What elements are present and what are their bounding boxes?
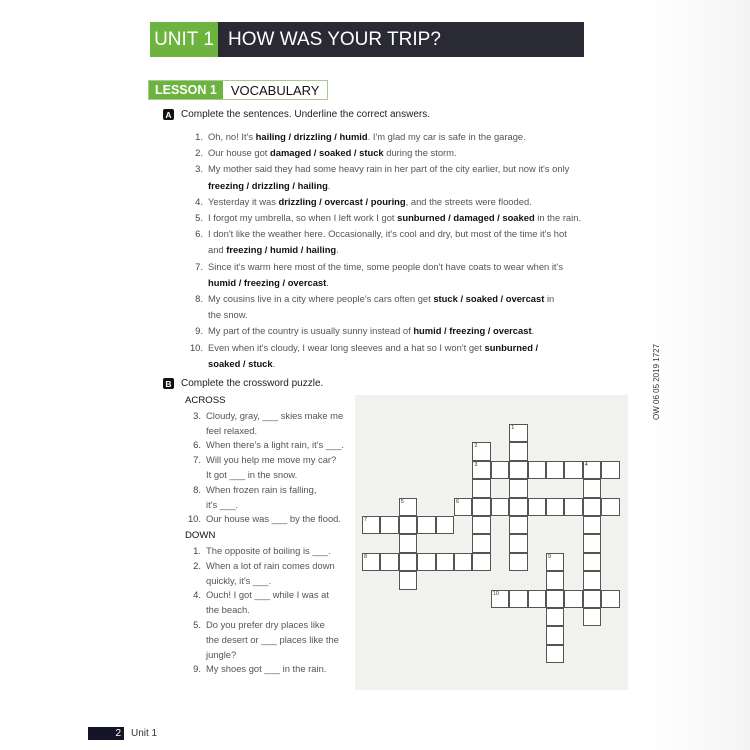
item-text <box>208 323 534 339</box>
clue-line: When frozen rain is falling, <box>206 483 317 495</box>
across-clue <box>185 438 355 453</box>
crossword-cell[interactable] <box>546 645 564 663</box>
section-a-heading <box>163 109 430 120</box>
clue-number-label: 1 <box>511 425 515 431</box>
crossword-cell[interactable] <box>472 553 490 571</box>
crossword-cell[interactable] <box>564 498 582 516</box>
item-number: 9. <box>195 325 203 337</box>
item-number: 3. <box>195 163 203 175</box>
item-text <box>208 291 554 323</box>
unit-tag: UNIT 1 <box>150 22 218 57</box>
crossword-cell[interactable] <box>472 461 490 479</box>
crossword-cell[interactable] <box>380 553 398 571</box>
sentence-text: , and the streets were flooded. <box>405 195 532 207</box>
item-line <box>208 178 569 194</box>
clue-text <box>206 588 329 618</box>
clue-line: Do you prefer dry places like <box>206 618 325 630</box>
down-heading: DOWN <box>185 530 216 542</box>
item-text <box>208 161 569 193</box>
clue-number: 8. <box>193 483 201 495</box>
clue-number: 9. <box>193 663 201 675</box>
clue-number: 3. <box>193 409 201 421</box>
clue-line: The opposite of boiling is ___. <box>206 544 331 556</box>
item-line <box>208 340 538 356</box>
clue-number-label: 5 <box>400 498 404 505</box>
exercise-item <box>182 291 582 323</box>
exercise-item <box>182 340 582 372</box>
clue-line: quickly, it's ___. <box>206 574 272 586</box>
clue-number-label: 7 <box>364 517 368 523</box>
answer-choices: sunburned / damaged / soaked <box>397 212 535 224</box>
crossword-cell[interactable] <box>546 626 564 644</box>
sentence-text: . <box>272 357 276 369</box>
crossword-cell[interactable] <box>528 461 546 479</box>
answer-choices: hailing / drizzling / humid <box>255 131 368 142</box>
clue-text <box>206 618 339 662</box>
item-line <box>208 194 532 210</box>
across-heading: ACROSS <box>185 395 226 406</box>
sentence-text: . <box>327 179 331 191</box>
unit-title: HOW WAS YOUR TRIP? <box>218 22 584 57</box>
down-clue <box>185 618 355 662</box>
lesson-title: VOCABULARY <box>223 81 328 99</box>
answer-choices: freezing / humid / hailing <box>226 244 337 256</box>
sentence-text: . <box>531 325 535 337</box>
crossword-cell[interactable] <box>583 571 601 589</box>
item-line <box>208 275 563 291</box>
crossword-cell[interactable] <box>472 479 490 497</box>
crossword-cell[interactable] <box>509 498 527 516</box>
crossword-cell[interactable] <box>417 516 435 534</box>
sentence-text: Yesterday it was <box>208 195 279 207</box>
item-text <box>208 129 526 145</box>
clue-text <box>206 409 343 439</box>
crossword-cell[interactable] <box>362 553 380 571</box>
crossword-cell[interactable] <box>454 498 472 516</box>
down-clue <box>185 559 355 589</box>
item-text <box>208 194 532 210</box>
clue-text <box>206 544 331 559</box>
crossword-cell[interactable] <box>546 461 564 479</box>
sentence-text: Since it's warm here most of the time, some people don't have coats to wear when it's <box>208 260 564 272</box>
answer-choices: freezing / drizzling / hailing <box>208 179 328 191</box>
clue-text <box>206 662 326 677</box>
exercise-item <box>182 145 582 161</box>
item-number: 10. <box>189 341 203 353</box>
clue-line: it's ___. <box>206 498 239 510</box>
crossword-cell[interactable] <box>399 498 417 516</box>
crossword-cell[interactable] <box>583 553 601 571</box>
sentence-text: I don't like the weather here. Occasionally, it's cool and dry, but most of the time it's hot <box>208 228 567 240</box>
sentence-text: Even when it's cloudy, I wear long sleeves and a hat so I won't get <box>208 341 485 353</box>
crossword-cell[interactable] <box>436 553 454 571</box>
crossword-cell[interactable] <box>509 424 527 442</box>
clue-number-label: 10 <box>492 590 499 597</box>
answer-choices: sunburned / <box>484 341 539 353</box>
sentence-text: and <box>208 244 227 256</box>
crossword-cell[interactable] <box>399 571 417 589</box>
crossword-cell[interactable] <box>399 516 417 534</box>
section-a-items <box>182 129 582 372</box>
crossword-cell[interactable] <box>528 590 546 608</box>
item-number: 7. <box>195 260 203 272</box>
sentence-text: in <box>544 293 555 305</box>
clue-number: 10. <box>187 513 201 525</box>
clue-line: Will you help me move my car? <box>206 454 337 466</box>
sentence-text: Oh, no! It's <box>208 131 256 142</box>
crossword-cell[interactable] <box>509 534 527 552</box>
crossword-cell[interactable] <box>472 442 490 460</box>
footer-unit-label: Unit 1 <box>131 728 158 739</box>
item-line <box>208 210 581 226</box>
clue-number: 2. <box>193 559 201 571</box>
down-clues <box>185 544 355 677</box>
section-b-badge: B <box>163 378 174 389</box>
across-clue <box>185 409 355 439</box>
crossword-cell[interactable] <box>436 516 454 534</box>
lesson-header <box>148 80 328 100</box>
crossword-cell[interactable] <box>509 590 527 608</box>
exercise-item <box>182 194 582 210</box>
crossword-cell[interactable] <box>564 461 582 479</box>
clue-line: Ouch! I got ___ while I was at <box>206 589 329 601</box>
answer-choices: humid / freezing / overcast <box>413 325 532 337</box>
crossword-cell[interactable] <box>583 498 601 516</box>
sentence-text: . I'm glad my car is safe in the garage. <box>367 131 526 142</box>
sentence-text: My part of the country is usually sunny instead of <box>208 325 414 337</box>
item-line <box>208 307 554 323</box>
down-clue <box>185 544 355 559</box>
clue-number: 1. <box>193 544 201 556</box>
clue-text <box>206 453 336 483</box>
exercise-item <box>182 161 582 193</box>
crossword-cell[interactable] <box>509 479 527 497</box>
crossword-cell[interactable] <box>546 553 564 571</box>
lesson-tag: LESSON 1 <box>149 81 223 99</box>
answer-choices: drizzling / overcast / pouring <box>278 195 406 207</box>
clue-number: 6. <box>193 439 201 451</box>
item-line <box>208 356 538 372</box>
crossword-cell[interactable] <box>528 498 546 516</box>
across-clues <box>185 409 355 527</box>
exercise-item <box>182 323 582 339</box>
clue-number-label: 4 <box>584 461 588 468</box>
crossword-cell[interactable] <box>380 516 398 534</box>
clue-number-label: 6 <box>456 498 460 505</box>
clue-text <box>206 483 316 513</box>
item-number: 8. <box>195 293 203 305</box>
clue-number: 7. <box>193 454 201 466</box>
item-line <box>208 161 569 177</box>
clue-number: 5. <box>193 618 201 630</box>
clue-line: Cloudy, gray, ___ skies make me <box>206 409 344 421</box>
down-clue <box>185 662 355 677</box>
crossword-cell[interactable] <box>583 608 601 626</box>
crossword-cell[interactable] <box>399 534 417 552</box>
sentence-text: Our house got <box>208 147 271 159</box>
sentence-text: during the storm. <box>383 147 457 159</box>
page-number: 2 <box>88 727 124 740</box>
clue-line: It got ___ in the snow. <box>206 468 298 480</box>
item-number: 6. <box>195 228 203 240</box>
crossword-cell[interactable] <box>564 590 582 608</box>
across-clue <box>185 512 355 527</box>
crossword-cell[interactable] <box>583 461 601 479</box>
crossword-cell[interactable] <box>601 590 619 608</box>
crossword-cell[interactable] <box>362 516 380 534</box>
crossword-cell[interactable] <box>491 590 509 608</box>
clue-number: 4. <box>193 589 201 601</box>
answer-choices: damaged / soaked / stuck <box>270 147 384 159</box>
clue-line: the desert or ___ places like the <box>206 633 339 645</box>
crossword-cell[interactable] <box>546 608 564 626</box>
crossword-cell[interactable] <box>583 534 601 552</box>
sentence-text: My cousins live in a city where people's cars often get <box>208 293 434 305</box>
crossword-cell[interactable] <box>472 534 490 552</box>
sentence-text: . <box>336 244 339 256</box>
clue-line: jungle? <box>206 648 237 660</box>
crossword-cell[interactable] <box>491 461 509 479</box>
crossword-cell[interactable] <box>583 479 601 497</box>
item-text <box>208 145 457 161</box>
section-a-instruction: Complete the sentences. Underline the correct answers. <box>181 109 431 120</box>
clue-line: Our house was ___ by the flood. <box>206 513 341 525</box>
crossword-cell[interactable] <box>546 571 564 589</box>
clue-line: My shoes got ___ in the rain. <box>206 663 327 675</box>
section-a-badge: A <box>163 109 174 120</box>
clue-text <box>206 512 341 527</box>
section-b-heading <box>163 378 323 389</box>
clue-line: the beach. <box>206 604 250 616</box>
item-line <box>208 259 563 275</box>
crossword-cell[interactable] <box>546 498 564 516</box>
sentence-text: I forgot my umbrella, so when I left work I got <box>208 212 398 224</box>
item-line <box>208 226 567 242</box>
sentence-text: the snow. <box>208 309 248 321</box>
crossword-cell[interactable] <box>546 590 564 608</box>
exercise-item <box>182 259 582 291</box>
clue-text <box>206 559 335 589</box>
item-text <box>208 226 567 258</box>
item-line <box>208 323 534 339</box>
crossword-cell[interactable] <box>454 553 472 571</box>
crossword-cell[interactable] <box>601 498 619 516</box>
exercise-item <box>182 226 582 258</box>
item-number: 4. <box>195 195 203 207</box>
crossword-cell[interactable] <box>472 516 490 534</box>
answer-choices: stuck / soaked / overcast <box>433 293 545 305</box>
item-line <box>208 291 554 307</box>
crossword-cell[interactable] <box>472 498 490 516</box>
item-number: 5. <box>195 212 203 224</box>
crossword-cell[interactable] <box>583 590 601 608</box>
clue-text <box>206 438 344 453</box>
unit-header <box>150 22 584 57</box>
exercise-item <box>182 129 582 145</box>
clue-number-label: 3 <box>474 461 478 468</box>
crossword-cell[interactable] <box>601 461 619 479</box>
crossword-cell[interactable] <box>491 498 509 516</box>
clue-line: When there's a light rain, it's ___. <box>206 439 345 451</box>
crossword-cell[interactable] <box>509 461 527 479</box>
exercise-item <box>182 210 582 226</box>
clue-number-label: 2 <box>474 443 478 450</box>
crossword-cell[interactable] <box>509 553 527 571</box>
item-number: 2. <box>195 147 203 159</box>
crossword-cell[interactable] <box>509 442 527 460</box>
sentence-text: in the rain. <box>534 212 582 224</box>
across-clue <box>185 483 355 513</box>
print-code: OW 06 05 2019 1727 <box>652 343 661 420</box>
item-text <box>208 259 563 291</box>
clue-number-label: 8 <box>364 553 368 560</box>
item-number: 1. <box>195 131 203 142</box>
down-clue <box>185 588 355 618</box>
answer-choices: humid / freezing / overcast <box>208 276 327 288</box>
item-line <box>208 129 526 145</box>
answer-choices: soaked / stuck <box>208 357 273 369</box>
crossword-cell[interactable] <box>583 516 601 534</box>
item-line <box>208 145 457 161</box>
crossword-clues <box>185 394 355 677</box>
clue-line: feel relaxed. <box>206 424 258 436</box>
crossword-cell[interactable] <box>509 516 527 534</box>
section-b-instruction: Complete the crossword puzzle. <box>181 378 324 389</box>
sentence-text: My mother said they had some heavy rain in her part of the city earlier, but now it's only <box>208 163 570 175</box>
item-text <box>208 210 581 226</box>
across-clue <box>185 453 355 483</box>
item-text <box>208 340 538 372</box>
item-line <box>208 242 567 258</box>
crossword-cell[interactable] <box>417 553 435 571</box>
sentence-text: . <box>326 276 329 288</box>
clue-line: When a lot of rain comes down <box>206 559 335 571</box>
crossword-cell[interactable] <box>399 553 417 571</box>
clue-number-label: 9 <box>548 553 552 560</box>
